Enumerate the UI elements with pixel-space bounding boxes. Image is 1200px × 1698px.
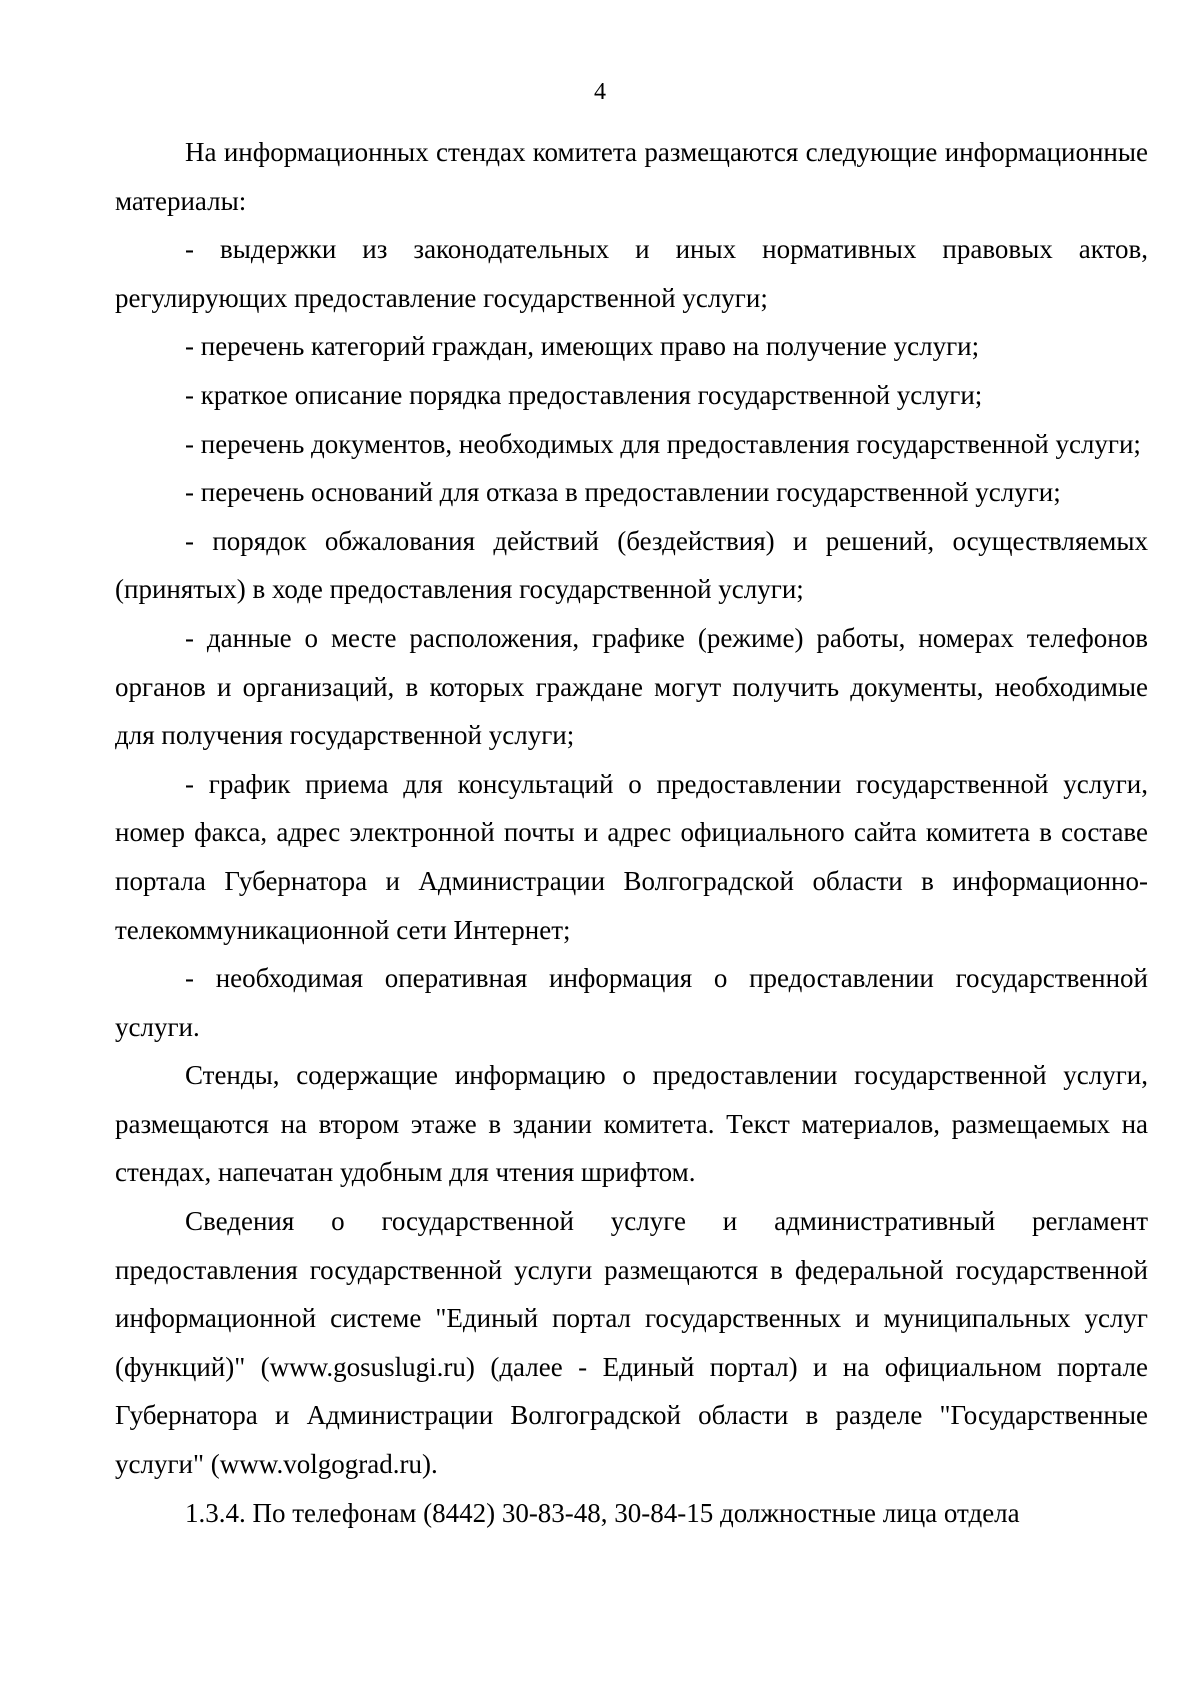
list-item-appeal-procedure: - порядок обжалования действий (бездействия) и решений, осуществляемых (принятых) в ходе предоставления государственной услуги;	[115, 525, 1148, 605]
list-item-legal-excerpts: - выдержки из законодательных и иных нормативных правовых актов, регулирующих предоставление государственной услуги;	[115, 234, 1148, 313]
paragraph-phone-consultations: 1.3.4. По телефонам (8442) 30-83-48, 30-84-15 должностные лица отдела	[185, 1497, 1020, 1528]
list-item-procedure-description: - краткое описание порядка предоставления государственной услуги;	[185, 379, 983, 410]
list-item-operational-info: - необходимая оперативная информация о предоставлении государственной услуги.	[115, 963, 1148, 1042]
paragraph-stands-intro: На информационных стендах комитета размещаются следующие информационные материалы:	[115, 137, 1148, 216]
list-item-consultation-schedule: - график приема для консультаций о предоставлении государственной услуги, номер факса, адрес электронной почты и адрес официального сайта комитета в составе портала Губернатора и Администрации Волгоградской области в информационно-телекоммуникационной сети Интернет;	[115, 768, 1148, 945]
list-item-refusal-grounds: - перечень оснований для отказа в предоставлении государственной услуги;	[185, 477, 1061, 508]
list-item-citizen-categories: - перечень категорий граждан, имеющих право на получение услуги;	[185, 331, 980, 362]
document-body	[115, 128, 1148, 1537]
list-item-organization-contacts: - данные о месте расположения, графике (режиме) работы, номерах телефонов органов и организаций, в которых граждане могут получить документы, необходимые для получения государственной услуги;	[115, 622, 1148, 751]
page-number: 4	[594, 79, 606, 105]
paragraph-stands-location: Стенды, содержащие информацию о предоставлении государственной услуги, размещаются на втором этаже в здании комитета. Текст материалов, размещаемых на стендах, напечатан удобным для чтения шрифтом.	[115, 1060, 1148, 1188]
list-item-required-documents: - перечень документов, необходимых для предоставления государственной услуги;	[185, 428, 1141, 459]
paragraph-online-portals: Сведения о государственной услуге и административный регламент предоставления государственной услуги размещаются в федеральной государственной информационной системе "Единый портал государственных и муниципальных услуг (функций)" (www.gosuslugi.ru) (далее - Единый портал) и на официальном портале Губернатора и Администрации Волгоградской области в разделе "Государственные услуги" (www.volgograd.ru).	[115, 1206, 1148, 1480]
